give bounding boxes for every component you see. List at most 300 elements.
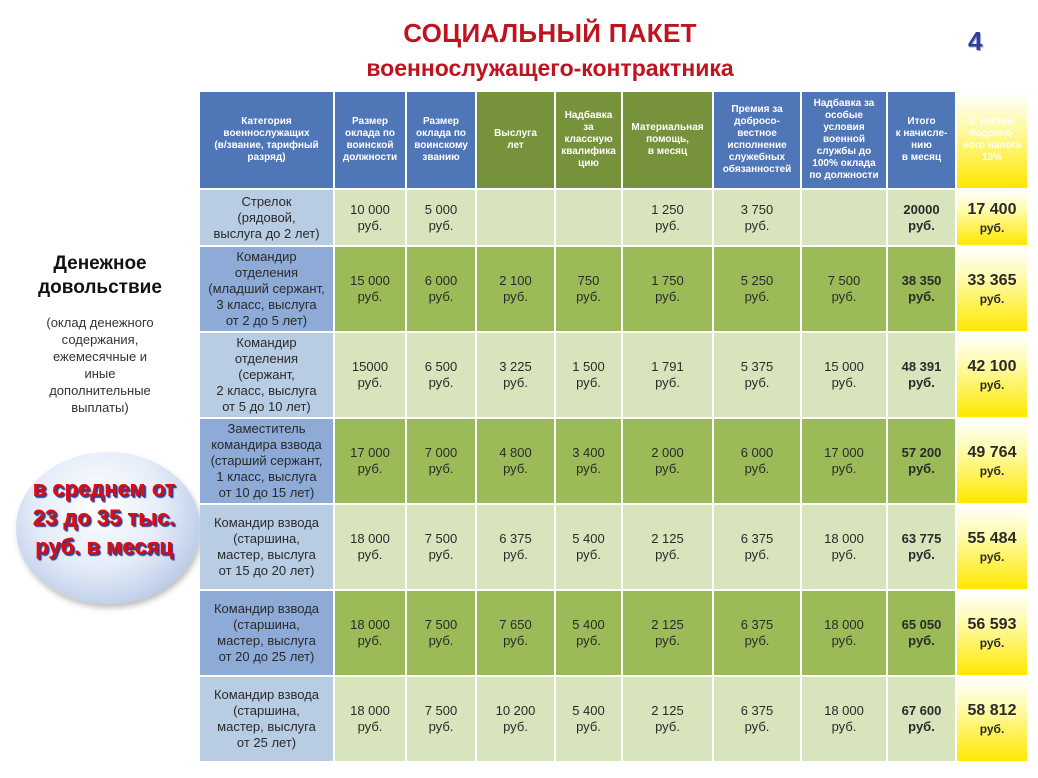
header-line: Материальная — [631, 122, 704, 133]
total-cell — [888, 247, 955, 331]
value-cell — [477, 677, 554, 761]
header-line: оклада по — [345, 128, 395, 139]
left-title-line: Денежное — [53, 253, 147, 274]
value-unit: руб. — [503, 633, 528, 648]
value-cell — [335, 333, 405, 417]
after-tax-cell — [957, 190, 1027, 245]
table-row — [200, 247, 1027, 331]
category-line: Стрелок — [241, 193, 292, 209]
table-row — [200, 333, 1027, 417]
after-tax-cell — [957, 591, 1027, 675]
value-amount: 1 500 — [572, 359, 605, 374]
table-row — [200, 591, 1027, 675]
bubble-line: 23 до 35 тыс. — [32, 505, 176, 530]
total-unit: руб. — [908, 719, 935, 734]
value-amount: 17 000 — [350, 445, 390, 460]
value-unit: руб. — [503, 547, 528, 562]
total-amount: 20000 — [903, 201, 940, 217]
after-tax-cell — [957, 333, 1027, 417]
value-unit: руб. — [831, 375, 857, 390]
value-cell — [477, 505, 554, 589]
header-line: в месяц — [901, 152, 942, 163]
total-cell — [888, 190, 955, 245]
value-unit: руб. — [576, 375, 601, 390]
value-amount: 6 500 — [424, 359, 458, 374]
value-cell — [407, 247, 475, 331]
total-cell — [888, 333, 955, 417]
value-cell — [556, 677, 621, 761]
value-cell — [714, 190, 800, 245]
value-unit: руб. — [503, 461, 528, 476]
header-line: С учетом — [969, 116, 1015, 127]
total-unit: руб. — [908, 633, 935, 648]
value-cell — [556, 591, 621, 675]
value-unit: руб. — [503, 719, 528, 734]
value-unit: руб. — [428, 289, 454, 304]
after-tax-unit: руб. — [979, 378, 1005, 392]
total-amount: 67 600 — [901, 703, 942, 718]
value-amount: 6 375 — [740, 703, 774, 718]
header-line: условия — [823, 122, 865, 133]
left-sub-line: дополнительные — [49, 383, 151, 398]
value-amount: 15 000 — [350, 273, 390, 288]
header-line: по должности — [809, 170, 879, 181]
after-tax-amount: 49 764 — [967, 444, 1017, 461]
value-unit: руб. — [503, 289, 528, 304]
total-unit: руб. — [908, 217, 935, 233]
header-line: военной — [822, 134, 866, 145]
header-line: Премия за — [731, 104, 783, 115]
category-line: Командир — [236, 249, 297, 264]
value-unit: руб. — [357, 547, 383, 562]
value-amount: 18 000 — [824, 703, 864, 718]
value-unit: руб. — [655, 547, 680, 562]
value-cell — [407, 591, 475, 675]
header-line: разряд) — [247, 152, 286, 163]
value-amount: 3 400 — [572, 445, 605, 460]
value-amount: 2 125 — [651, 617, 684, 632]
header-line: 100% оклада — [812, 158, 876, 169]
value-cell — [802, 247, 886, 331]
header-rank-salary — [407, 92, 475, 188]
value-amount: 18 000 — [350, 531, 390, 546]
value-cell — [556, 419, 621, 503]
header-line: за — [583, 122, 594, 133]
value-cell — [623, 247, 712, 331]
category-line: (старшина, — [233, 703, 300, 718]
page-subtitle: военнослужащего-контрактника — [366, 55, 734, 81]
header-total — [888, 92, 955, 188]
header-special-conditions — [802, 92, 886, 188]
value-cell — [623, 505, 712, 589]
value-amount: 2 100 — [499, 273, 532, 288]
category-line: (старшина, — [233, 617, 300, 632]
category-line: от 5 до 10 лет) — [222, 399, 311, 414]
value-amount: 5 400 — [572, 617, 605, 632]
value-unit: руб. — [831, 719, 857, 734]
header-after-tax — [957, 92, 1027, 188]
value-unit: руб. — [428, 375, 454, 390]
pay-table — [198, 90, 1029, 763]
header-line: оклада по — [416, 128, 466, 139]
value-unit: руб. — [428, 217, 454, 233]
after-tax-unit: руб. — [979, 636, 1005, 650]
value-unit: руб. — [428, 547, 454, 562]
total-unit: руб. — [908, 461, 935, 476]
value-cell — [335, 419, 405, 503]
after-tax-amount: 17 400 — [967, 200, 1017, 218]
value-cell — [802, 333, 886, 417]
value-cell — [407, 677, 475, 761]
value-unit: руб. — [428, 461, 454, 476]
header-line: ного налога — [962, 140, 1022, 151]
value-amount: 1 750 — [651, 273, 684, 288]
value-amount: 5 375 — [740, 359, 774, 374]
value-unit: руб. — [744, 375, 770, 390]
category-line: от 20 до 25 лет) — [218, 649, 315, 664]
value-unit: руб. — [744, 461, 770, 476]
header-category — [200, 92, 333, 188]
value-cell — [477, 190, 554, 245]
value-unit: руб. — [655, 289, 680, 304]
value-unit: руб. — [655, 633, 680, 648]
header-line: Итого — [907, 116, 936, 127]
header-line: добросо- — [734, 116, 780, 127]
header-line: Размер — [351, 116, 388, 127]
value-cell — [714, 591, 800, 675]
category-line: командира взвода — [211, 437, 322, 452]
value-amount: 15000 — [351, 359, 389, 374]
value-cell — [477, 333, 554, 417]
table-body — [200, 190, 1027, 761]
value-amount: 2 125 — [651, 703, 684, 718]
value-unit: руб. — [428, 633, 454, 648]
value-cell — [407, 190, 475, 245]
value-amount: 5 400 — [572, 703, 605, 718]
value-cell — [623, 591, 712, 675]
value-unit: руб. — [357, 461, 383, 476]
value-unit: руб. — [744, 633, 770, 648]
after-tax-cell — [957, 247, 1027, 331]
header-position-salary — [335, 92, 405, 188]
value-unit: руб. — [576, 547, 601, 562]
value-amount: 7 500 — [827, 273, 861, 288]
header-line: воинской — [346, 140, 394, 151]
header-line: Размер — [422, 116, 459, 127]
value-amount: 7 000 — [424, 445, 458, 460]
value-cell — [714, 247, 800, 331]
header-line: в месяц — [647, 146, 688, 157]
value-cell — [335, 190, 405, 245]
table-header-row — [200, 92, 1027, 188]
category-line: отделения — [234, 351, 299, 366]
category-cell — [200, 190, 333, 245]
value-cell — [556, 247, 621, 331]
category-cell — [200, 419, 333, 503]
after-tax-unit: руб. — [979, 220, 1005, 235]
left-panel-description — [10, 314, 190, 416]
header-line: цию — [578, 158, 599, 169]
header-bonus-premium — [714, 92, 800, 188]
value-amount: 6 375 — [499, 531, 532, 546]
value-unit: руб. — [357, 289, 383, 304]
header-line: классную — [564, 134, 613, 145]
value-unit: руб. — [744, 217, 770, 233]
header-line: нию — [911, 140, 932, 151]
category-cell — [200, 591, 333, 675]
value-amount: 18 000 — [350, 617, 390, 632]
value-amount: 5 250 — [740, 273, 774, 288]
header-line: служебных — [728, 152, 786, 163]
category-line: от 2 до 5 лет) — [225, 313, 308, 328]
value-cell — [802, 190, 886, 245]
header-line: к начисле- — [895, 128, 948, 139]
value-cell — [335, 591, 405, 675]
value-amount: 2 000 — [651, 445, 684, 460]
value-cell — [335, 677, 405, 761]
after-tax-amount: 55 484 — [967, 530, 1017, 547]
value-cell — [556, 190, 621, 245]
total-cell — [888, 677, 955, 761]
total-cell — [888, 505, 955, 589]
value-unit: руб. — [744, 289, 770, 304]
value-cell — [335, 505, 405, 589]
value-amount: 3 225 — [499, 359, 532, 374]
left-sub-line: иные — [84, 366, 116, 381]
category-line: Командир взвода — [213, 687, 320, 702]
value-amount: 17 000 — [824, 445, 864, 460]
value-unit: руб. — [744, 719, 770, 734]
value-amount: 7 500 — [424, 703, 458, 718]
total-amount: 38 350 — [901, 273, 942, 288]
value-amount: 10 000 — [350, 201, 390, 217]
after-tax-amount: 58 812 — [967, 702, 1017, 719]
value-amount: 750 — [577, 273, 600, 288]
category-line: Заместитель — [227, 421, 306, 436]
header-line: Выслуга — [494, 128, 537, 139]
header-line: Надбавка — [564, 110, 613, 121]
value-cell — [714, 333, 800, 417]
header-line: службы до — [816, 146, 872, 157]
value-cell — [477, 419, 554, 503]
category-line: (младший сержант, — [208, 281, 325, 296]
value-cell — [407, 333, 475, 417]
left-sub-line: ежемесячные и — [52, 349, 148, 364]
value-unit: руб. — [744, 547, 770, 562]
after-tax-unit: руб. — [979, 722, 1005, 736]
category-cell — [200, 333, 333, 417]
total-amount: 57 200 — [901, 445, 942, 460]
value-unit: руб. — [831, 547, 857, 562]
header-line: особые — [825, 110, 863, 121]
value-unit: руб. — [576, 461, 601, 476]
total-cell — [888, 591, 955, 675]
category-line: выслуга до 2 лет) — [213, 225, 320, 241]
value-cell — [556, 505, 621, 589]
category-cell — [200, 677, 333, 761]
value-unit: руб. — [576, 289, 601, 304]
table-row — [200, 190, 1027, 245]
category-line: от 10 до 15 лет) — [218, 485, 315, 500]
value-unit: руб. — [428, 719, 454, 734]
left-sub-line: (оклад денежного — [46, 315, 154, 330]
header-class-bonus — [556, 92, 621, 188]
value-amount: 18 000 — [350, 703, 390, 718]
value-cell — [714, 505, 800, 589]
value-amount: 6 000 — [740, 445, 774, 460]
page-title: СОЦИАЛЬНЫЙ ПАКЕТ — [403, 18, 697, 48]
table-row — [200, 505, 1027, 589]
value-unit: руб. — [655, 375, 680, 390]
total-unit: руб. — [908, 375, 935, 390]
value-unit: руб. — [357, 375, 383, 390]
category-line: от 25 лет) — [236, 735, 297, 750]
category-line: Командир взвода — [213, 515, 320, 530]
bubble-line: руб. в месяц — [35, 534, 173, 559]
value-cell — [623, 677, 712, 761]
value-unit: руб. — [357, 633, 383, 648]
value-cell — [407, 505, 475, 589]
value-unit: руб. — [357, 719, 383, 734]
header-line: обязанностей — [722, 164, 792, 175]
value-amount: 1 791 — [651, 359, 684, 374]
header-line: воинскому — [414, 140, 468, 151]
after-tax-cell — [957, 505, 1027, 589]
category-line: Командир — [236, 335, 297, 350]
total-unit: руб. — [908, 547, 935, 562]
value-unit: руб. — [357, 217, 383, 233]
category-line: (сержант, — [238, 367, 295, 382]
value-cell — [714, 419, 800, 503]
header-line: военнослужащих — [223, 128, 310, 139]
category-line: мастер, выслуга — [217, 719, 316, 734]
header-material-aid — [623, 92, 712, 188]
total-cell — [888, 419, 955, 503]
value-amount: 6 375 — [740, 531, 774, 546]
value-amount: 3 750 — [740, 201, 774, 217]
category-cell — [200, 505, 333, 589]
category-line: от 15 до 20 лет) — [218, 563, 315, 578]
value-unit: руб. — [576, 633, 601, 648]
value-unit: руб. — [655, 217, 680, 233]
total-unit: руб. — [908, 289, 935, 304]
value-amount: 18 000 — [824, 531, 864, 546]
value-cell — [623, 419, 712, 503]
category-line: мастер, выслуга — [217, 633, 316, 648]
header-line: вестное — [737, 128, 777, 139]
after-tax-cell — [957, 677, 1027, 761]
left-title-line: довольствие — [38, 277, 162, 298]
header-line: 13% — [981, 152, 1002, 163]
left-sub-line: содержания, — [61, 332, 139, 347]
value-amount: 4 800 — [499, 445, 532, 460]
value-amount: 5 000 — [424, 201, 458, 217]
value-amount: 7 500 — [424, 617, 458, 632]
category-line: 2 класс, выслуга — [216, 383, 317, 398]
value-amount: 2 125 — [651, 531, 684, 546]
header-line: Надбавка за — [813, 98, 875, 109]
category-line: (старшина, — [233, 531, 300, 546]
value-unit: руб. — [831, 461, 857, 476]
value-unit: руб. — [831, 289, 857, 304]
value-amount: 6 000 — [424, 273, 458, 288]
category-line: отделения — [234, 265, 299, 280]
total-amount: 48 391 — [901, 359, 942, 374]
value-cell — [407, 419, 475, 503]
total-amount: 63 775 — [901, 531, 942, 546]
header-line: лет — [507, 140, 524, 151]
value-amount: 7 500 — [424, 531, 458, 546]
table-row — [200, 419, 1027, 503]
value-cell — [623, 333, 712, 417]
value-amount: 7 650 — [499, 617, 532, 632]
category-line: Командир взвода — [213, 601, 320, 616]
value-amount: 6 375 — [740, 617, 774, 632]
value-unit: руб. — [503, 375, 528, 390]
value-amount: 15 000 — [824, 359, 864, 374]
category-line: 3 класс, выслуга — [216, 297, 317, 312]
value-unit: руб. — [655, 461, 680, 476]
after-tax-amount: 56 593 — [967, 616, 1017, 633]
value-amount: 1 250 — [651, 201, 684, 217]
value-cell — [802, 419, 886, 503]
value-amount: 5 400 — [572, 531, 605, 546]
header-line: подоход- — [969, 128, 1015, 139]
category-line: мастер, выслуга — [217, 547, 316, 562]
value-cell — [802, 591, 886, 675]
category-line: (старший сержант, — [210, 453, 323, 468]
value-unit: руб. — [831, 633, 857, 648]
after-tax-unit: руб. — [979, 550, 1005, 564]
after-tax-amount: 42 100 — [967, 358, 1017, 375]
value-cell — [477, 591, 554, 675]
value-cell — [623, 190, 712, 245]
after-tax-unit: руб. — [979, 292, 1005, 306]
header-service-years — [477, 92, 554, 188]
value-cell — [802, 505, 886, 589]
table-row — [200, 677, 1027, 761]
header-line: (в/звание, тарифный — [214, 140, 319, 151]
header-line: квалифика — [561, 146, 616, 157]
page-number: 4 — [968, 26, 983, 56]
header-line: исполнение — [727, 140, 787, 151]
header-line: помощь, — [646, 134, 689, 145]
value-cell — [335, 247, 405, 331]
left-sub-line: выплаты) — [71, 400, 129, 415]
average-salary-text — [14, 474, 194, 561]
value-cell — [556, 333, 621, 417]
bubble-line: в среднем от — [32, 476, 176, 501]
after-tax-unit: руб. — [979, 464, 1005, 478]
total-amount: 65 050 — [901, 617, 942, 632]
value-amount: 18 000 — [824, 617, 864, 632]
category-cell — [200, 247, 333, 331]
after-tax-amount: 33 365 — [967, 272, 1017, 289]
header-line: званию — [422, 152, 460, 163]
left-panel — [10, 252, 190, 416]
value-unit: руб. — [576, 719, 601, 734]
value-cell — [714, 677, 800, 761]
after-tax-cell — [957, 419, 1027, 503]
category-line: (рядовой, — [237, 209, 296, 225]
header-line: Категория — [241, 116, 292, 127]
value-cell — [477, 247, 554, 331]
value-unit: руб. — [655, 719, 680, 734]
value-cell — [802, 677, 886, 761]
header-line: должности — [342, 152, 398, 163]
left-panel-title — [10, 252, 190, 300]
category-line: 1 класс, выслуга — [216, 469, 317, 484]
